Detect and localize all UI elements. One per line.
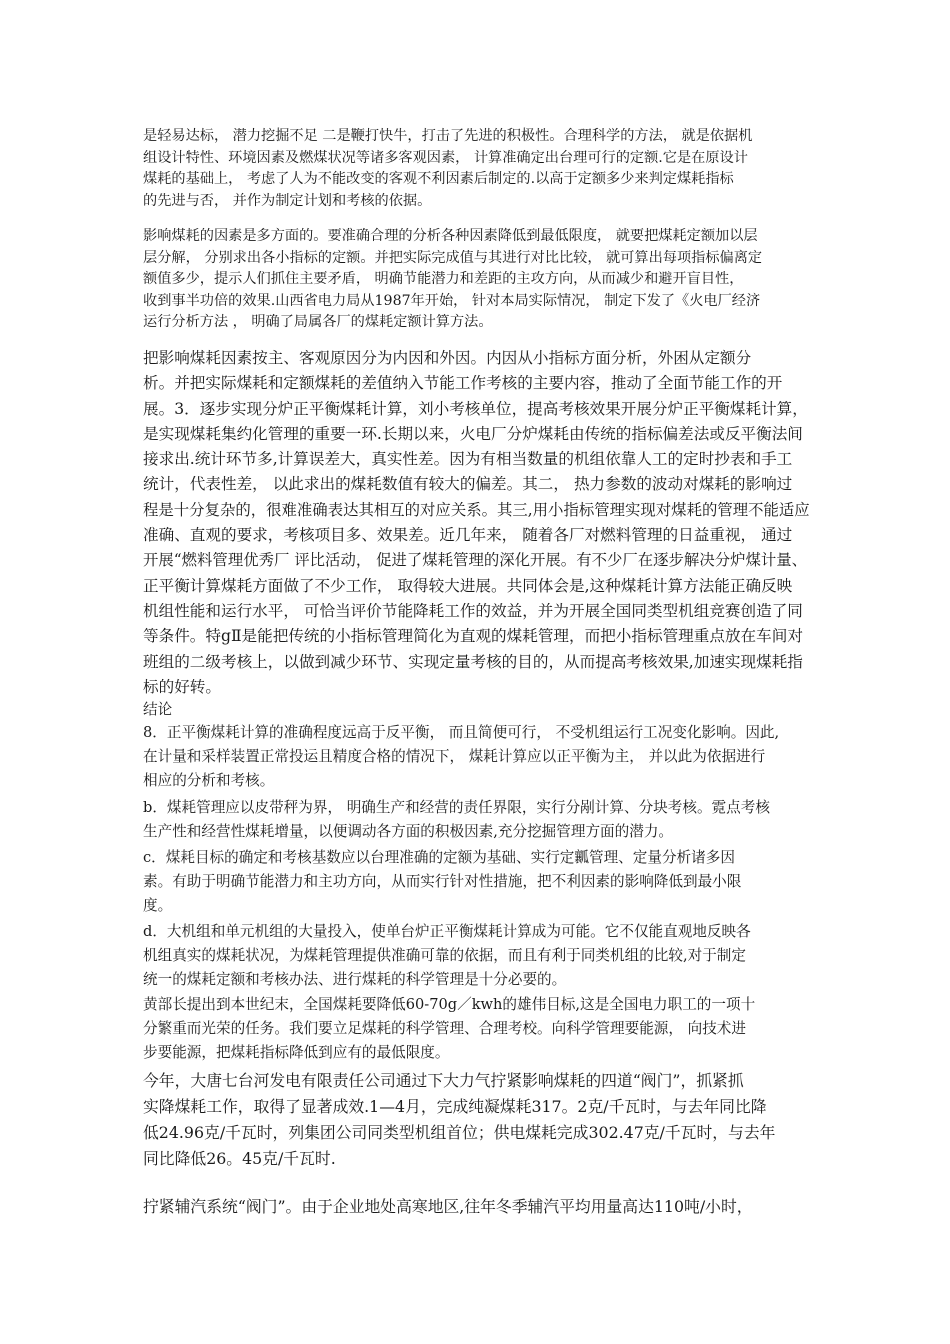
paragraph-datang (143, 1068, 815, 1172)
text-line: 低24.96克/千瓦时，列集团公司同类型机组首位；供电煤耗完成302.47克/千瓦时，与去年 (143, 1123, 776, 1142)
conclusion-item-c (143, 846, 815, 918)
text-line: 分繁重而光荣的任务。我们要立足煤耗的科学管理、合理考校。向科学管理要能源， 向技术进 (143, 1020, 746, 1037)
text-line: 素。有助于明确节能潜力和主功方向，从而实行针对性措施，把不利因素的影响降低到最小限 (143, 873, 742, 890)
text-line: 组设计特性、环境因素及燃煤状况等诸多客观因素， 计算准确定出台理可行的定额.它是在原设计 (143, 149, 748, 166)
text-line: 准确、直观的要求，考核项目多、效果差。近几年来， 随着各厂对燃料管理的日益重视， 通过 (143, 526, 793, 545)
text-line: c．煤耗目标的确定和考核基数应以台理准确的定额为基础、实行定瓤管理、定量分析诸多因 (143, 849, 735, 866)
text-line: 开展“燃料管理优秀厂 评比活动， 促进了煤耗管理的深化开展。有不少厂在逐步解决分炉煤计量、 (143, 551, 808, 570)
text-line: 展。3．逐步实现分炉正平衡煤耗计算，刘小考核单位，提高考核效果开展分炉正平衡煤耗计算， (143, 399, 808, 418)
text-line: 的先进与否， 并作为制定计划和考核的依据。 (143, 192, 432, 209)
text-line: 统一的煤耗定额和考核办法、进行煤耗的科学管理是十分必要的。 (143, 971, 567, 988)
text-line: 煤耗的基础上， 考虑了人为不能改变的客观不利因素后制定的.以高于定额多少来判定煤耗指标 (143, 171, 734, 187)
text-line: 黄部长提出到本世纪末，全国煤耗要降低60-70g／kwh的雄伟目标,这是全国电力职工的一项十 (143, 996, 756, 1013)
text-line: 相应的分析和考核。 (143, 772, 275, 789)
conclusion-item-b (143, 796, 815, 844)
conclusion-item-d (143, 920, 815, 992)
text-line: 运行分析方法 ， 明确了局属各厂的煤耗定额计算方法。 (143, 314, 493, 330)
paragraph-aux-steam (143, 1194, 815, 1220)
text-line: 度。 (143, 897, 173, 914)
text-line: 等条件。特gⅡ是能把传统的小指标管理简化为直观的煤耗管理，而把小指标管理重点放在车间对 (143, 627, 803, 646)
text-line: 影响煤耗的因素是多方面的。要准确合理的分析各种因素降低到最低限度， 就要把煤耗定额加以层 (143, 228, 758, 244)
paragraph-1 (143, 126, 815, 212)
text-line: 机组真实的煤耗状况，为煤耗管理提供准确可靠的依据，而且有利于同类机组的比较,对于制定 (143, 947, 746, 964)
text-line: 层分解， 分别求出各小指标的定额。并把实际完成值与其进行对比比较， 就可算出每项指标偏离定 (143, 249, 763, 266)
text-line: 是实现煤耗集约化管理的重要一环.长期以来，火电厂分炉煤耗由传统的指标偏差法或反平衡法间 (143, 424, 803, 443)
text-line: 步要能源，把煤耗指标降低到应有的最低限度。 (143, 1044, 450, 1061)
conclusion-item-a (143, 721, 815, 793)
text-line: 生产性和经营性煤耗增量，以便调动各方面的积极因素,充分挖掘管理方面的潜力。 (143, 823, 674, 840)
paragraph-target (143, 993, 815, 1065)
text-line: 同比降低26。45克/千瓦时. (143, 1149, 336, 1168)
text-line: 收到事半功倍的效果.山西省电力局从1987年开始， 针对本局实际情况， 制定下发了《火电厂经济 (143, 292, 761, 309)
text-line: 把影响煤耗因素按主、客观原因分为内因和外因。内因从小指标方面分析，外困从定额分 (143, 349, 752, 367)
text-line: 结论 (143, 701, 173, 718)
text-line: 程是十分复杂的，很难准确表达其相互的对应关系。其三,用小指标管理实现对煤耗的管理不能适应 (143, 500, 810, 519)
section-heading-conclusion (143, 699, 815, 721)
text-line: 标的好转。 (143, 677, 221, 696)
text-line: 8．正平衡煤耗计算的准确程度远高于反平衡， 而且简便可行， 不受机组运行工况变化影响。因此, (143, 724, 780, 741)
text-line: 拧紧辅汽系统“阀门”。由于企业地处高寒地区,往年冬季辅汽平均用量高达110吨/小时， (143, 1197, 753, 1216)
text-line: 析。并把实际煤耗和定额煤耗的差值纳入节能工作考核的主要内容，推动了全面节能工作的开 (143, 374, 783, 393)
text-line: 是轻易达标， 潜力挖掘不足 二是鞭打快牛，打击了先进的积极性。合理科学的方法， 就是依据机 (143, 128, 753, 144)
text-line: 今年，大唐七台河发电有限责任公司通过下大力气拧紧影响煤耗的四道“阀门”，抓紧抓 (143, 1071, 744, 1090)
text-line: 额值多少，提示人们抓住主要矛盾， 明确节能潜力和差距的主攻方向，从而减少和避开盲目性， (143, 271, 744, 287)
text-line: b．煤耗管理应以皮带秤为界， 明确生产和经营的责任界限，实行分剐计算、分块考核。霓点考核 (143, 799, 770, 816)
text-line: d．大机组和单元机组的大量投入，使单台炉正平衡煤耗计算成为可能。它不仅能直观地反映各 (143, 923, 751, 940)
text-line: 统计，代表性差， 以此求出的煤耗数值有较大的偏差。其二， 热力参数的波动对煤耗的影响过 (143, 475, 793, 494)
text-line: 正平衡计算煤耗方面做了不少工作， 取得较大进展。共同体会是,这种煤耗计算方法能正确反映 (143, 576, 793, 595)
text-line: 在计量和采样装置正常投运且精度合格的情况下， 煤耗计算应以正平衡为主， 并以此为依据进行 (143, 748, 766, 765)
paragraph-2 (143, 226, 815, 334)
text-line: 实降煤耗工作，取得了显著成效.1—4月，完成纯凝煤耗317。2克/千瓦时，与去年同比降 (143, 1097, 767, 1116)
paragraph-3 (143, 346, 815, 700)
text-line: 班组的二级考核上，以做到减少环节、实现定量考核的目的，从而提高考核效果,加速实现煤耗指 (143, 652, 803, 671)
text-line: 接求出.统计环节多,计算误差大，真实性差。因为有相当数量的机组依靠人工的定时抄表和手工 (143, 450, 793, 469)
text-line: 机组性能和运行水平， 可恰当评价节能降耗工作的效益，并为开展全国同类型机组竞赛创造了同 (143, 601, 803, 620)
